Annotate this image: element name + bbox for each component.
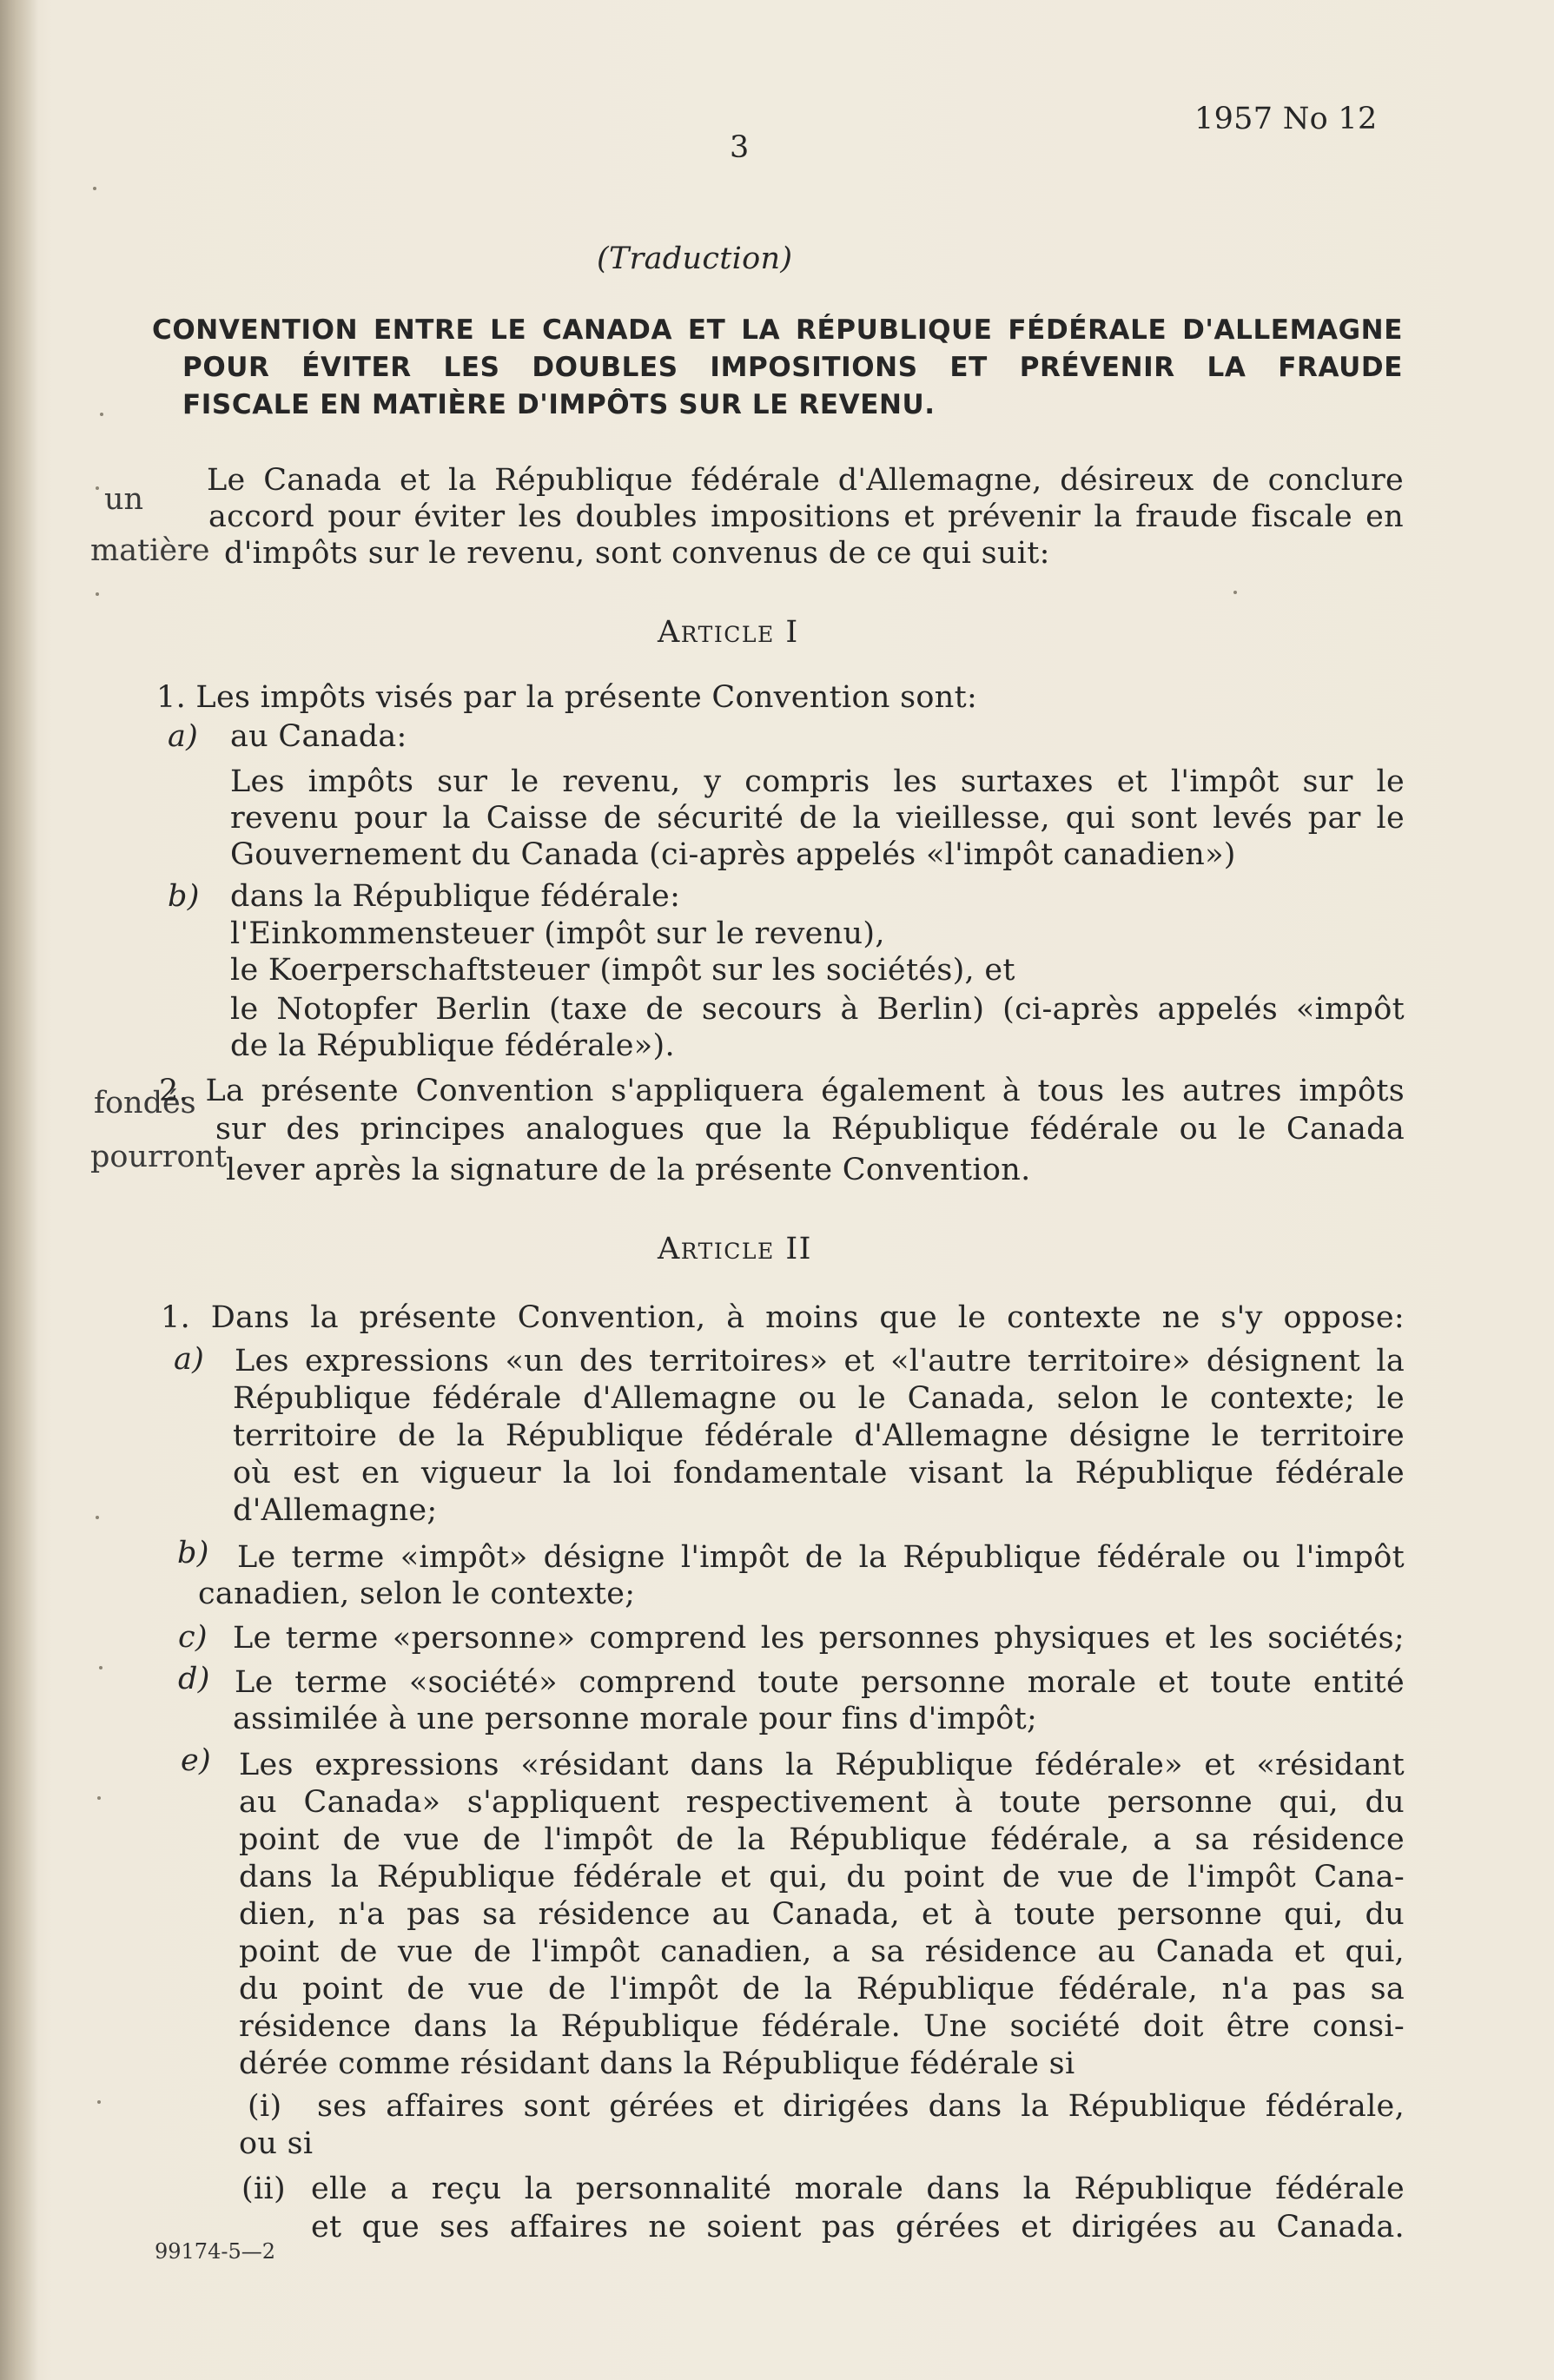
article-1-item-a-body-3: Gouvernement du Canada (ci-après appelés «l'impôt canadien»)	[230, 837, 1236, 872]
paper-speck	[97, 1796, 101, 1800]
paper-speck	[96, 1516, 99, 1519]
article-1-item-a-body-1: Les impôts sur le revenu, y compris les surtaxes et l'impôt sur le	[230, 764, 1405, 799]
article-2-item-b-line-2: canadien, selon le contexte;	[198, 1577, 636, 1611]
margin-note-pourront: pourront	[90, 1140, 228, 1174]
document-title-line-1: CONVENTION ENTRE LE CANADA ET LA RÉPUBLIQUE FÉDÉRALE D'ALLEMAGNE	[152, 314, 1403, 346]
article-2-item-a-line-1: Les expressions «un des territoires» et «l'autre territoire» désignent la	[235, 1344, 1405, 1378]
article-1-item-b-body-2: le Koerperschaftsteuer (impôt sur les sociétés), et	[230, 953, 1015, 988]
article-2-item-e-line-4: dans la République fédérale et qui, du point de vue de l'impôt Cana-	[239, 1860, 1405, 1894]
paper-speck	[96, 592, 99, 596]
article-2-item-e-line-2: au Canada» s'appliquent respectivement à toute personne qui, du	[239, 1785, 1405, 1820]
preamble-line-2: accord pour éviter les doubles impositions et prévenir la fraude fiscale en	[208, 499, 1404, 534]
article-1-item-b-label: b)	[168, 879, 200, 914]
paper-speck	[100, 413, 103, 416]
article-1-item-a-text: au Canada:	[230, 719, 407, 754]
traduction-label: (Traduction)	[597, 241, 793, 276]
document-title-line-3: FISCALE EN MATIÈRE D'IMPÔTS SUR LE REVENU.	[182, 389, 936, 420]
paper-speck	[93, 187, 96, 190]
article-2-item-e-line-3: point de vue de l'impôt de la République fédérale, a sa résidence	[239, 1822, 1405, 1857]
article-1-item-b-text: dans la République fédérale:	[230, 879, 681, 914]
article-2-item-e-line-7: du point de vue de l'impôt de la République fédérale, n'a pas sa	[239, 1972, 1405, 2006]
article-2-subitem-i-line-1: ses affaires sont gérées et dirigées dans la République fédérale,	[317, 2089, 1405, 2124]
article-2-item-a-line-4: où est en vigueur la loi fondamentale visant la République fédérale	[233, 1456, 1405, 1491]
document-title-line-2: POUR ÉVITER LES DOUBLES IMPOSITIONS ET PRÉVENIR LA FRAUDE	[182, 352, 1403, 383]
article-1-paragraph-2-line-2: sur des principes analogues que la République fédérale ou le Canada	[215, 1112, 1405, 1147]
article-2-paragraph-1: 1. Dans la présente Convention, à moins que le contexte ne s'y oppose:	[161, 1300, 1405, 1335]
page-gutter	[0, 0, 38, 2380]
paper-speck	[1233, 591, 1237, 594]
article-2-subitem-ii-line-1: elle a reçu la personnalité morale dans la République fédérale	[311, 2172, 1405, 2206]
printer-mark: 99174-5—2	[155, 2239, 275, 2264]
page-number: 3	[730, 130, 750, 165]
article-2-item-e-label: e)	[181, 1743, 211, 1778]
article-2-item-a-line-2: République fédérale d'Allemagne ou le Canada, selon le contexte; le	[233, 1381, 1405, 1416]
paper-speck	[99, 1666, 102, 1669]
article-1-item-a-label: a)	[168, 719, 199, 754]
article-2-item-a-label: a)	[174, 1342, 205, 1377]
article-2-item-a-line-3: territoire de la République fédérale d'Allemagne désigne le territoire	[233, 1418, 1405, 1453]
article-1-item-b-body-1: l'Einkommensteuer (impôt sur le revenu),	[230, 916, 885, 951]
margin-note-fondes: fondés	[94, 1086, 196, 1121]
year-number: 1957 No 12	[1194, 102, 1378, 136]
paper-speck	[96, 486, 99, 490]
article-2-item-c-line-1: Le terme «personne» comprend les personnes physiques et les sociétés;	[233, 1621, 1405, 1656]
article-2-item-d-line-1: Le terme «société» comprend toute personne morale et toute entité	[235, 1665, 1405, 1700]
article-1-paragraph-1: 1. Les impôts visés par la présente Convention sont:	[156, 680, 978, 715]
article-2-item-e-line-6: point de vue de l'impôt canadien, a sa résidence au Canada et qui,	[239, 1934, 1405, 1969]
article-2-heading: Article II	[658, 1232, 812, 1266]
article-1-paragraph-2-line-1: 2. La présente Convention s'appliquera également à tous les autres impôts	[159, 1074, 1405, 1108]
margin-note-un: un	[104, 482, 144, 517]
article-2-item-e-line-9: dérée comme résidant dans la République fédérale si	[239, 2046, 1075, 2081]
article-2-subitem-ii-label: (ii)	[241, 2172, 286, 2206]
paper-speck	[97, 2100, 101, 2104]
article-2-subitem-i-line-2: ou si	[239, 2126, 314, 2161]
article-2-subitem-i-label: (i)	[248, 2089, 282, 2124]
article-2-item-e-line-1: Les expressions «résidant dans la République fédérale» et «résidant	[239, 1748, 1405, 1782]
article-2-item-c-label: c)	[178, 1620, 208, 1655]
article-2-item-e-line-5: dien, n'a pas sa résidence au Canada, et à toute personne qui, du	[239, 1897, 1405, 1932]
preamble-line-1: Le Canada et la République fédérale d'Allemagne, désireux de conclure	[207, 463, 1404, 498]
article-1-heading: Article I	[658, 615, 799, 650]
article-1-item-a-body-2: revenu pour la Caisse de sécurité de la vieillesse, qui sont levés par le	[230, 801, 1405, 836]
article-2-item-d-label: d)	[178, 1662, 210, 1696]
article-2-item-a-line-5: d'Allemagne;	[233, 1493, 438, 1528]
article-1-item-b-body-4: de la République fédérale»).	[230, 1028, 675, 1063]
article-2-item-e-line-8: résidence dans la République fédérale. Une société doit être consi-	[239, 2009, 1405, 2044]
article-2-subitem-ii-line-2: et que ses affaires ne soient pas gérées et dirigées au Canada.	[311, 2210, 1405, 2244]
margin-note-matiere: matière	[90, 533, 210, 568]
article-1-item-b-body-3: le Notopfer Berlin (taxe de secours à Berlin) (ci-après appelés «impôt	[230, 992, 1405, 1027]
preamble-line-3: d'impôts sur le revenu, sont convenus de ce qui suit:	[224, 536, 1050, 571]
article-2-item-b-label: b)	[177, 1536, 209, 1570]
article-2-item-b-line-1: Le terme «impôt» désigne l'impôt de la République fédérale ou l'impôt	[237, 1540, 1405, 1575]
article-1-paragraph-2-line-3: lever après la signature de la présente Convention.	[226, 1153, 1031, 1187]
article-2-item-d-line-2: assimilée à une personne morale pour fins d'impôt;	[233, 1702, 1038, 1736]
